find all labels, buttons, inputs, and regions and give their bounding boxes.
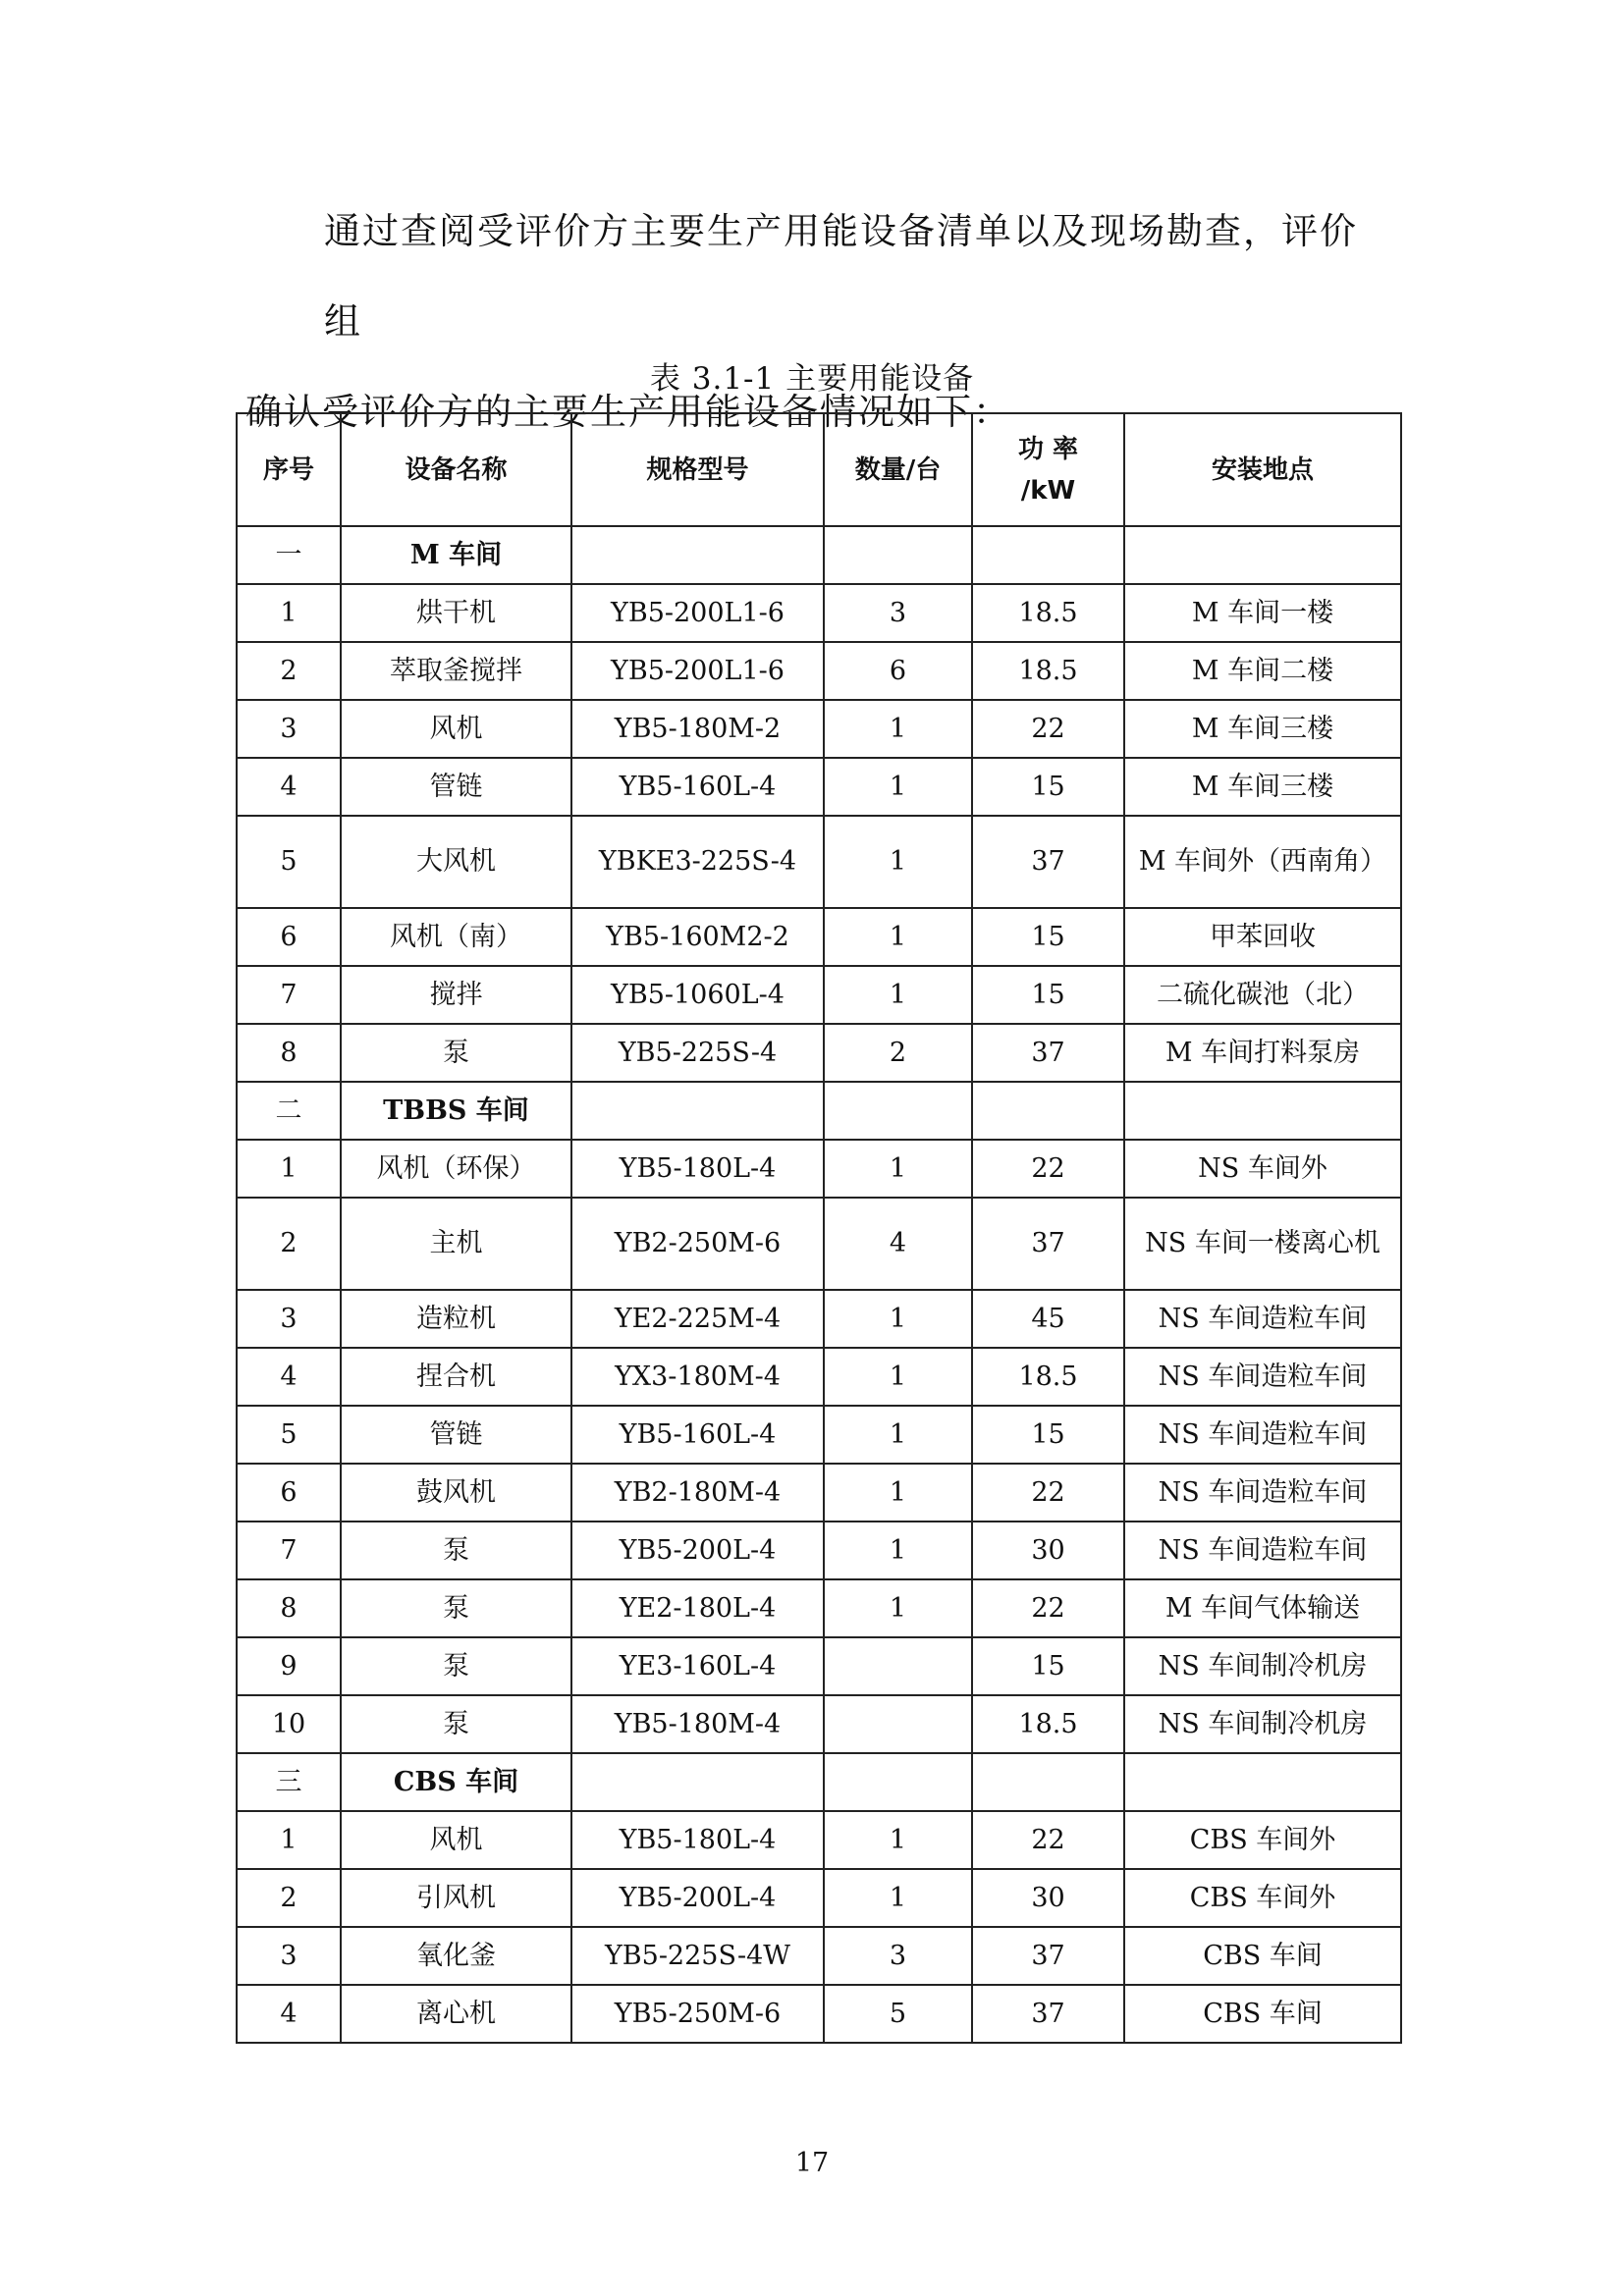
table-row <box>237 584 1401 642</box>
cell-qty: 1 <box>824 908 972 966</box>
header-name: 设备名称 <box>341 413 571 526</box>
cell-qty: 1 <box>824 1579 972 1637</box>
cell-name: 搅拌 <box>341 966 571 1024</box>
cell-name: 风机 <box>341 1811 571 1869</box>
section-row <box>237 1753 1401 1811</box>
cell-name: 风机（南） <box>341 908 571 966</box>
cell-qty: 1 <box>824 700 972 758</box>
table-row <box>237 1348 1401 1406</box>
empty-cell <box>1124 526 1401 584</box>
cell-seq: 4 <box>237 1348 341 1406</box>
cell-seq: 1 <box>237 584 341 642</box>
cell-name: 泵 <box>341 1024 571 1082</box>
cell-model: YB5-180M-4 <box>571 1695 824 1753</box>
section-row <box>237 1082 1401 1140</box>
section-index: 三 <box>237 1753 341 1811</box>
cell-location: 甲苯回收 <box>1124 908 1401 966</box>
cell-qty: 1 <box>824 1140 972 1198</box>
cell-power: 18.5 <box>972 1348 1124 1406</box>
cell-location: M 车间打料泵房 <box>1124 1024 1401 1082</box>
section-index: 一 <box>237 526 341 584</box>
cell-name: 烘干机 <box>341 584 571 642</box>
header-model: 规格型号 <box>571 413 824 526</box>
header-qty: 数量/台 <box>824 413 972 526</box>
cell-model: YE2-225M-4 <box>571 1290 824 1348</box>
cell-seq: 1 <box>237 1811 341 1869</box>
table-row <box>237 1290 1401 1348</box>
cell-name: 氧化釜 <box>341 1927 571 1985</box>
cell-location: M 车间三楼 <box>1124 700 1401 758</box>
table-row <box>237 700 1401 758</box>
empty-cell <box>1124 1082 1401 1140</box>
cell-power: 37 <box>972 1198 1124 1290</box>
empty-cell <box>824 1753 972 1811</box>
intro-line-1: 通过查阅受评价方主要生产用能设备清单以及现场勘查，评价组 <box>324 210 1358 343</box>
table-row <box>237 1024 1401 1082</box>
cell-model: YB5-225S-4W <box>571 1927 824 1985</box>
cell-name: 造粒机 <box>341 1290 571 1348</box>
cell-power: 15 <box>972 1406 1124 1464</box>
cell-power: 15 <box>972 966 1124 1024</box>
header-power-line1: 功 率 <box>1017 434 1079 464</box>
cell-name: 萃取釜搅拌 <box>341 642 571 700</box>
cell-seq: 4 <box>237 758 341 816</box>
cell-model: YE2-180L-4 <box>571 1579 824 1637</box>
cell-seq: 6 <box>237 908 341 966</box>
table-row <box>237 1927 1401 1985</box>
cell-qty: 1 <box>824 1869 972 1927</box>
cell-model: YB5-225S-4 <box>571 1024 824 1082</box>
cell-name: 风机 <box>341 700 571 758</box>
empty-cell <box>824 1082 972 1140</box>
cell-name: 泵 <box>341 1695 571 1753</box>
cell-location: NS 车间造粒车间 <box>1124 1464 1401 1522</box>
cell-qty: 1 <box>824 1290 972 1348</box>
cell-seq: 7 <box>237 1522 341 1579</box>
cell-power: 30 <box>972 1522 1124 1579</box>
cell-name: 泵 <box>341 1522 571 1579</box>
cell-qty: 2 <box>824 1024 972 1082</box>
empty-cell <box>824 526 972 584</box>
cell-model: YB5-180M-2 <box>571 700 824 758</box>
cell-seq: 7 <box>237 966 341 1024</box>
cell-location: NS 车间造粒车间 <box>1124 1522 1401 1579</box>
empty-cell <box>972 526 1124 584</box>
table-header-row <box>237 413 1401 526</box>
cell-seq: 6 <box>237 1464 341 1522</box>
cell-power: 30 <box>972 1869 1124 1927</box>
page-number: 17 <box>794 2148 830 2178</box>
cell-power: 37 <box>972 816 1124 908</box>
cell-name: 主机 <box>341 1198 571 1290</box>
cell-location: M 车间三楼 <box>1124 758 1401 816</box>
table-row <box>237 1637 1401 1695</box>
cell-model: YB5-1060L-4 <box>571 966 824 1024</box>
cell-seq: 3 <box>237 1927 341 1985</box>
cell-power: 45 <box>972 1290 1124 1348</box>
cell-name: 大风机 <box>341 816 571 908</box>
cell-model: YB5-180L-4 <box>571 1140 824 1198</box>
cell-location: NS 车间制冷机房 <box>1124 1695 1401 1753</box>
cell-power: 37 <box>972 1024 1124 1082</box>
cell-qty: 4 <box>824 1198 972 1290</box>
cell-location: NS 车间造粒车间 <box>1124 1406 1401 1464</box>
cell-location: NS 车间制冷机房 <box>1124 1637 1401 1695</box>
cell-model: YB2-180M-4 <box>571 1464 824 1522</box>
cell-model: YB5-160L-4 <box>571 1406 824 1464</box>
cell-seq: 8 <box>237 1024 341 1082</box>
cell-qty: 1 <box>824 816 972 908</box>
cell-seq: 2 <box>237 1198 341 1290</box>
cell-qty: 1 <box>824 1464 972 1522</box>
cell-qty: 3 <box>824 584 972 642</box>
cell-qty: 5 <box>824 1985 972 2043</box>
table-row <box>237 908 1401 966</box>
cell-name: 管链 <box>341 758 571 816</box>
header-seq: 序号 <box>237 413 341 526</box>
cell-qty <box>824 1637 972 1695</box>
cell-seq: 1 <box>237 1140 341 1198</box>
cell-model: YB2-250M-6 <box>571 1198 824 1290</box>
cell-location: M 车间二楼 <box>1124 642 1401 700</box>
cell-name: 鼓风机 <box>341 1464 571 1522</box>
table-row <box>237 966 1401 1024</box>
cell-location: NS 车间一楼离心机 <box>1124 1198 1401 1290</box>
cell-qty: 1 <box>824 1811 972 1869</box>
table-row <box>237 1140 1401 1198</box>
cell-seq: 3 <box>237 1290 341 1348</box>
cell-power: 15 <box>972 758 1124 816</box>
empty-cell <box>571 526 824 584</box>
cell-model: YB5-180L-4 <box>571 1811 824 1869</box>
cell-location: M 车间外（西南角） <box>1124 816 1401 908</box>
cell-power: 22 <box>972 700 1124 758</box>
cell-qty: 1 <box>824 1406 972 1464</box>
cell-model: YE3-160L-4 <box>571 1637 824 1695</box>
cell-model: YB5-160M2-2 <box>571 908 824 966</box>
cell-model: YB5-200L1-6 <box>571 642 824 700</box>
cell-power: 22 <box>972 1579 1124 1637</box>
intro-line-2: 确认受评价方的主要生产用能设备情况如下： <box>245 391 1011 433</box>
table-row <box>237 642 1401 700</box>
cell-name: 风机（环保） <box>341 1140 571 1198</box>
table-row <box>237 1695 1401 1753</box>
cell-model: YB5-200L-4 <box>571 1522 824 1579</box>
cell-location: M 车间气体输送 <box>1124 1579 1401 1637</box>
cell-model: YB5-200L1-6 <box>571 584 824 642</box>
cell-name: 引风机 <box>341 1869 571 1927</box>
header-power-line2: /kW <box>1020 475 1076 506</box>
cell-location: CBS 车间外 <box>1124 1811 1401 1869</box>
cell-power: 22 <box>972 1464 1124 1522</box>
cell-name: 泵 <box>341 1579 571 1637</box>
cell-seq: 2 <box>237 1869 341 1927</box>
cell-name: 泵 <box>341 1637 571 1695</box>
cell-power: 18.5 <box>972 642 1124 700</box>
cell-qty: 1 <box>824 966 972 1024</box>
cell-location: 二硫化碳池（北） <box>1124 966 1401 1024</box>
cell-qty: 1 <box>824 1522 972 1579</box>
empty-cell <box>972 1753 1124 1811</box>
cell-qty: 3 <box>824 1927 972 1985</box>
cell-seq: 3 <box>237 700 341 758</box>
empty-cell <box>571 1753 824 1811</box>
cell-seq: 4 <box>237 1985 341 2043</box>
cell-location: CBS 车间 <box>1124 1927 1401 1985</box>
cell-name: 捏合机 <box>341 1348 571 1406</box>
table-row <box>237 1406 1401 1464</box>
cell-power: 37 <box>972 1985 1124 2043</box>
cell-seq: 5 <box>237 816 341 908</box>
header-power <box>972 413 1124 526</box>
table-caption: 表 3.1-1 主要用能设备 <box>649 361 975 397</box>
cell-model: YB5-200L-4 <box>571 1869 824 1927</box>
cell-seq: 10 <box>237 1695 341 1753</box>
cell-power: 22 <box>972 1811 1124 1869</box>
cell-model: YBKE3-225S-4 <box>571 816 824 908</box>
cell-seq: 2 <box>237 642 341 700</box>
table-row <box>237 1522 1401 1579</box>
cell-location: NS 车间外 <box>1124 1140 1401 1198</box>
section-name: CBS 车间 <box>341 1753 571 1811</box>
cell-qty: 1 <box>824 1348 972 1406</box>
table-row <box>237 1579 1401 1637</box>
cell-power: 18.5 <box>972 1695 1124 1753</box>
cell-location: NS 车间造粒车间 <box>1124 1348 1401 1406</box>
cell-seq: 8 <box>237 1579 341 1637</box>
cell-location: M 车间一楼 <box>1124 584 1401 642</box>
table-row <box>237 1464 1401 1522</box>
cell-qty: 1 <box>824 758 972 816</box>
cell-location: NS 车间造粒车间 <box>1124 1290 1401 1348</box>
table-row <box>237 1869 1401 1927</box>
cell-name: 离心机 <box>341 1985 571 2043</box>
cell-qty <box>824 1695 972 1753</box>
cell-name: 管链 <box>341 1406 571 1464</box>
table-row <box>237 1811 1401 1869</box>
cell-model: YB5-250M-6 <box>571 1985 824 2043</box>
table-row <box>237 816 1401 908</box>
cell-seq: 9 <box>237 1637 341 1695</box>
cell-power: 15 <box>972 908 1124 966</box>
empty-cell <box>1124 1753 1401 1811</box>
equipment-table <box>236 412 1402 2044</box>
cell-location: CBS 车间 <box>1124 1985 1401 2043</box>
section-name: M 车间 <box>341 526 571 584</box>
cell-power: 15 <box>972 1637 1124 1695</box>
section-row <box>237 526 1401 584</box>
header-location: 安装地点 <box>1124 413 1401 526</box>
empty-cell <box>972 1082 1124 1140</box>
cell-power: 37 <box>972 1927 1124 1985</box>
section-index: 二 <box>237 1082 341 1140</box>
cell-seq: 5 <box>237 1406 341 1464</box>
cell-location: CBS 车间外 <box>1124 1869 1401 1927</box>
table-row <box>237 1985 1401 2043</box>
cell-power: 22 <box>972 1140 1124 1198</box>
table-body <box>237 526 1401 2043</box>
empty-cell <box>571 1082 824 1140</box>
section-name: TBBS 车间 <box>341 1082 571 1140</box>
table-row <box>237 758 1401 816</box>
cell-power: 18.5 <box>972 584 1124 642</box>
table-row <box>237 1198 1401 1290</box>
cell-model: YB5-160L-4 <box>571 758 824 816</box>
cell-qty: 6 <box>824 642 972 700</box>
cell-model: YX3-180M-4 <box>571 1348 824 1406</box>
